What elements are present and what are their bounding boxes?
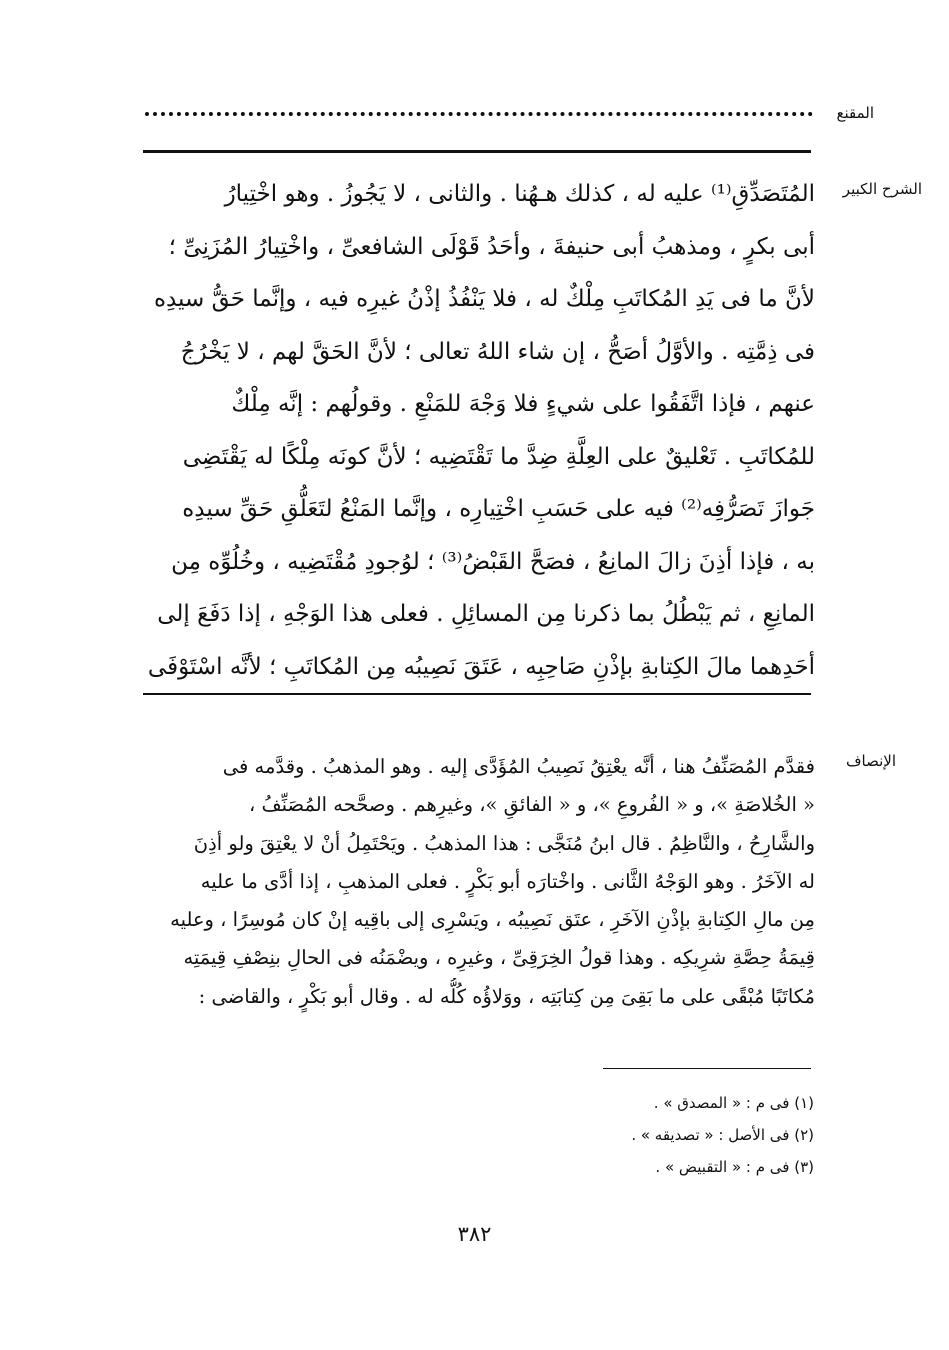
sharh-line: أحَدِهما مالَ الكِتابةِ بإذْنِ صَاحِبِه ، عَتَقَ نَصِيبُه مِن المُكاتَبِ ؛ لأنَّه اسْتَوْفَى bbox=[147, 653, 815, 680]
sharh-line: للمُكاتَبِ . تَعْليقٌ على العِلَّةِ ضِدَّ ما تَقْتَضِيه ؛ لأنَّ كونَه مِلْكًا له يَقْتَضِى bbox=[182, 443, 815, 470]
insaf-line: له الآخَرُ . وهو الوَجْهُ الثَّانى . واخْتارَه أبو بَكْرٍ . فعلى المذهبِ ، إذا أدَّى ما عليه bbox=[200, 869, 815, 893]
header-dotted-rule bbox=[145, 112, 813, 130]
footnote-separator bbox=[603, 1068, 811, 1069]
footnote: (٢) فى الأصل : « تصديقه » . bbox=[631, 1126, 814, 1144]
footnote: (٣) فى م : « التقبيض » . bbox=[655, 1158, 814, 1176]
insaf-line: والشَّارِحُ ، والنَّاظِمُ . قال ابنُ مُنَجَّى : هذا المذهبُ . ويَحْتَمِلُ أنْ لا يعْتِقَ ولو أذِنَ bbox=[193, 831, 815, 855]
insaf-line: قِيمَةُ حِصَّةِ شرِيكِه . وهذا قولُ الخِرَقِىِّ ، وغيرِه ، ويضْمَنُه فى الحالِ بنِصْفِ قِيمَتِه bbox=[183, 946, 815, 970]
sharh-line: المُتَصَدِّقِ⁽¹⁾ عليه له ، كذلك هـهُنا . والثانى ، لا يَجُوزُ . وهو اخْتِيارُ bbox=[224, 181, 815, 207]
sharh-line: المانِعِ ، ثم يَبْطُلُ بما ذكرنا مِن المسائِلِ . فعلى هذا الوَجْهِ ، إذا دَفَعَ إلى bbox=[157, 601, 815, 627]
sharh-line: به ، فإذا أذِنَ زالَ المانِعُ ، فصَحَّ القَبْضُ⁽³⁾ ؛ لوُجودِ مُقْتَضِيه ، وخُلُوِّه مِن bbox=[171, 548, 815, 575]
section-label-insaf: الإنصاف bbox=[845, 752, 896, 770]
insaf-line: « الخُلاصَةِ »، و « الفُروعِ »، و « الفائقِ »، وغيرِهم . وصحَّحه المُصَنِّفُ ، bbox=[249, 793, 815, 817]
footnotes bbox=[394, 1087, 814, 1183]
header-title: المقنع bbox=[836, 104, 874, 122]
insaf-line: فقدَّم المُصَنِّفُ هنا ، أنَّه يعْتِقُ نَصِيبُ المُؤَدَّى إليه . وهو المذهبُ . وقدَّمه فى bbox=[222, 755, 815, 778]
header-thick-rule bbox=[143, 150, 811, 153]
sharh-line: جَوازَ تَصَرُّفِه⁽²⁾ فيه على حَسَبِ اخْتِيارِه ، وإنَّما المَنْعُ لتَعَلُّقِ حَقِّ سيدِه bbox=[182, 496, 815, 522]
sharh-line: أبى بكرٍ ، ومذهبُ أبى حنيفةَ ، وأحَدُ قَوْلَى الشافعىِّ ، واخْتِيارُ المُزَنِىِّ ؛ bbox=[168, 233, 815, 260]
footnote: (١) فى م : « المصدق » . bbox=[653, 1094, 814, 1112]
section-divider bbox=[143, 693, 811, 695]
insaf-line: مُكاتَبًا مُبْقًى على ما بَقِىَ مِن كِتابَتِه ، ووَلاؤُه كُلُّه له . وقال أبو بَكْرٍ ، والقاضى : bbox=[198, 984, 815, 1008]
insaf-line: مِن مالِ الكِتابةِ بإذْنِ الآخَرِ ، عتَق نَصِيبُه ، ويَسْرِى إلى باقِيه إنْ كان مُوسِرًا ، وعليه bbox=[170, 908, 815, 932]
page-number: ٣٨٢ bbox=[457, 1222, 492, 1246]
sharh-line: لأنَّ ما فى يَدِ المُكاتَبِ مِلْكٌ له ، فلا يَنْفُذُ إذْنُ غيرِه فيه ، وإنَّما حَقُّ سيدِه bbox=[153, 286, 815, 312]
section-label-sharh: الشرح الكبير bbox=[842, 180, 922, 198]
sharh-line: عنهم ، فإذا اتَّفَقُوا على شيءٍ فلا وَجْهَ للمَنْعِ . وقولُهم : إنَّه مِلْكٌ bbox=[231, 391, 815, 417]
insaf-body bbox=[140, 748, 815, 1016]
sharh-line: فى ذِمَّتِه . والأوَّلُ أصَحُّ ، إن شاء اللهُ تعالى ؛ لأنَّ الحَقَّ لهم ، لا يَخْرُجُ bbox=[180, 338, 815, 365]
sharh-body bbox=[140, 168, 815, 693]
